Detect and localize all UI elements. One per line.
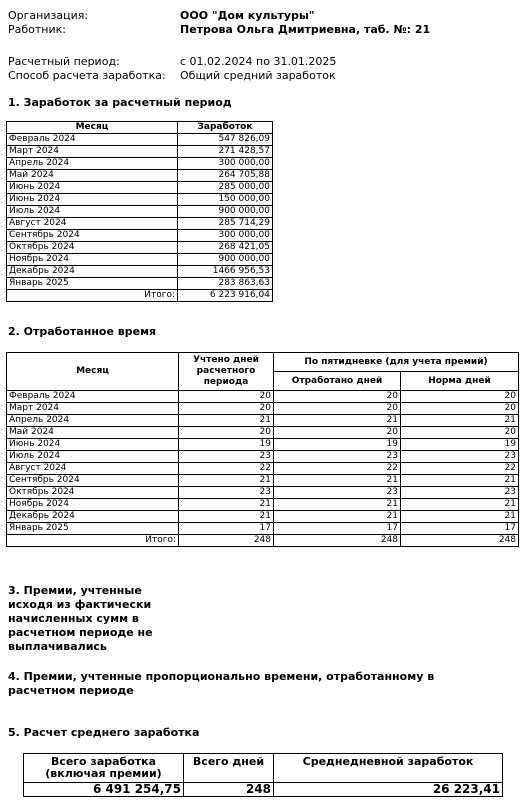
- table-row: [7, 403, 519, 415]
- table-row: [7, 523, 519, 535]
- earnings-col-month: Месяц: [7, 122, 178, 134]
- section4-title: [8, 670, 434, 698]
- earnings-amount: 264 705,88: [178, 170, 273, 182]
- worktime-month: Апрель 2024: [7, 415, 179, 427]
- average-earnings-table: [23, 753, 503, 797]
- table-row: [7, 146, 273, 158]
- method-label: Способ расчета заработка:: [8, 69, 166, 82]
- worktime-days: 21: [179, 475, 274, 487]
- table-row: [7, 511, 519, 523]
- period-label: Расчетный период:: [8, 55, 120, 68]
- table-row: [7, 230, 273, 242]
- worktime-worked: 17: [274, 523, 401, 535]
- average-col-days: Всего дней: [184, 754, 274, 783]
- worktime-norm: 23: [401, 451, 519, 463]
- worktime-col-norm: Норма дней: [401, 372, 519, 391]
- worktime-col-worked: Отработано дней: [274, 372, 401, 391]
- worktime-days: 23: [179, 451, 274, 463]
- worktime-norm: 23: [401, 487, 519, 499]
- earnings-header-row: [7, 122, 273, 134]
- section3-line2: исходя из фактически: [8, 598, 152, 611]
- table-row: [7, 158, 273, 170]
- employee-label: Работник:: [8, 23, 66, 36]
- section4-line2: расчетном периоде: [8, 684, 134, 697]
- worktime-norm: 20: [401, 391, 519, 403]
- section4-line1: 4. Премии, учтенные пропорционально времени, отработанному в: [8, 670, 435, 683]
- section5-title: 5. Расчет среднего заработка: [8, 726, 200, 739]
- worktime-worked: 21: [274, 499, 401, 511]
- earnings-table: [6, 121, 273, 302]
- worktime-days: 19: [179, 439, 274, 451]
- earnings-amount: 285 714,29: [178, 218, 273, 230]
- worktime-header-row-1: [7, 353, 519, 372]
- earnings-amount: 900 000,00: [178, 254, 273, 266]
- section3-line4: расчетном периоде не: [8, 626, 153, 639]
- worktime-worked: 21: [274, 415, 401, 427]
- earnings-col-amount: Заработок: [178, 122, 273, 134]
- worktime-worked: 20: [274, 391, 401, 403]
- earnings-month: Июнь 2024: [7, 182, 178, 194]
- earnings-total-value: 6 223 916,04: [178, 290, 273, 302]
- worktime-month: Август 2024: [7, 463, 179, 475]
- section2-title: 2. Отработанное время: [8, 325, 157, 338]
- section3-title: [8, 584, 153, 654]
- earnings-amount: 300 000,00: [178, 230, 273, 242]
- table-row: [7, 134, 273, 146]
- worktime-worked: 22: [274, 463, 401, 475]
- worktime-days: 20: [179, 403, 274, 415]
- earnings-amount: 285 000,00: [178, 182, 273, 194]
- section3-line3: начисленных сумм в: [8, 612, 139, 625]
- earnings-total-label: Итого:: [7, 290, 178, 302]
- earnings-month: Февраль 2024: [7, 134, 178, 146]
- worktime-norm: 22: [401, 463, 519, 475]
- average-total-value: 6 491 254,75: [24, 783, 184, 797]
- earnings-month: Июль 2024: [7, 206, 178, 218]
- worktime-worked: 21: [274, 511, 401, 523]
- worktime-norm: 19: [401, 439, 519, 451]
- earnings-month: Январь 2025: [7, 278, 178, 290]
- table-row: [7, 182, 273, 194]
- worktime-norm: 20: [401, 427, 519, 439]
- worktime-total-days: 248: [179, 535, 274, 547]
- worktime-month: Май 2024: [7, 427, 179, 439]
- org-row: [8, 9, 315, 22]
- earnings-month: Март 2024: [7, 146, 178, 158]
- table-row: [7, 475, 519, 487]
- table-row: [7, 427, 519, 439]
- average-days-value: 248: [184, 783, 274, 797]
- org-value: ООО "Дом культуры": [180, 9, 315, 22]
- worktime-month: Октябрь 2024: [7, 487, 179, 499]
- worktime-days: 20: [179, 427, 274, 439]
- worktime-month: Ноябрь 2024: [7, 499, 179, 511]
- worktime-days: 21: [179, 511, 274, 523]
- org-label: Организация:: [8, 9, 89, 22]
- worktime-month: Июнь 2024: [7, 439, 179, 451]
- worktime-days: 21: [179, 415, 274, 427]
- earnings-total-row: [7, 290, 273, 302]
- section1-title: 1. Заработок за расчетный период: [8, 96, 232, 109]
- worktime-days: 23: [179, 487, 274, 499]
- worktime-month: Июль 2024: [7, 451, 179, 463]
- worktime-total-norm: 248: [401, 535, 519, 547]
- worktime-month: Декабрь 2024: [7, 511, 179, 523]
- worktime-worked: 21: [274, 475, 401, 487]
- worktime-days: 21: [179, 499, 274, 511]
- table-row: [7, 463, 519, 475]
- earnings-month: Декабрь 2024: [7, 266, 178, 278]
- worktime-total-row: [7, 535, 519, 547]
- worktime-month: Сентябрь 2024: [7, 475, 179, 487]
- worktime-col-group: По пятидневке (для учета премий): [274, 353, 519, 372]
- worktime-norm: 21: [401, 475, 519, 487]
- average-col-total-line1: Всего заработка: [50, 755, 157, 768]
- worktime-month: Март 2024: [7, 403, 179, 415]
- table-row: [7, 194, 273, 206]
- table-row: [7, 254, 273, 266]
- employee-value: Петрова Ольга Дмитриевна, таб. №: 21: [180, 23, 431, 36]
- earnings-month: Июнь 2024: [7, 194, 178, 206]
- earnings-month: Октябрь 2024: [7, 242, 178, 254]
- worktime-col-days: Учтено дней расчетного периода: [179, 353, 274, 391]
- earnings-amount: 150 000,00: [178, 194, 273, 206]
- period-value: с 01.02.2024 по 31.01.2025: [180, 55, 337, 68]
- earnings-month: Ноябрь 2024: [7, 254, 178, 266]
- table-row: [7, 391, 519, 403]
- earnings-amount: 900 000,00: [178, 206, 273, 218]
- worktime-worked: 20: [274, 403, 401, 415]
- worktime-total-worked: 248: [274, 535, 401, 547]
- table-row: [7, 266, 273, 278]
- earnings-month: Август 2024: [7, 218, 178, 230]
- worktime-worked: 20: [274, 427, 401, 439]
- worktime-worked: 19: [274, 439, 401, 451]
- worktime-norm: 21: [401, 415, 519, 427]
- average-col-total-line2: (включая премии): [45, 767, 162, 780]
- worktime-days: 20: [179, 391, 274, 403]
- period-row: [8, 55, 336, 68]
- worktime-norm: 17: [401, 523, 519, 535]
- worktime-norm: 21: [401, 511, 519, 523]
- average-daily-value: 26 223,41: [274, 783, 503, 797]
- table-row: [7, 439, 519, 451]
- method-row: [8, 69, 336, 82]
- worktime-month: Февраль 2024: [7, 391, 179, 403]
- table-row: [7, 206, 273, 218]
- earnings-amount: 268 421,05: [178, 242, 273, 254]
- table-row: [7, 499, 519, 511]
- worktime-worked: 23: [274, 487, 401, 499]
- table-row: [7, 487, 519, 499]
- worktime-days: 22: [179, 463, 274, 475]
- earnings-month: Май 2024: [7, 170, 178, 182]
- average-col-total: [24, 754, 184, 783]
- earnings-amount: 271 428,57: [178, 146, 273, 158]
- worktime-total-label: Итого:: [7, 535, 179, 547]
- earnings-month: Апрель 2024: [7, 158, 178, 170]
- table-row: [7, 451, 519, 463]
- earnings-amount: 547 826,09: [178, 134, 273, 146]
- worktime-table: [6, 352, 519, 547]
- table-row: [7, 242, 273, 254]
- average-col-daily: Среднедневной заработок: [274, 754, 503, 783]
- worktime-norm: 21: [401, 499, 519, 511]
- earnings-amount: 283 863,63: [178, 278, 273, 290]
- table-row: [7, 218, 273, 230]
- employee-row: [8, 23, 430, 36]
- worktime-month: Январь 2025: [7, 523, 179, 535]
- worktime-worked: 23: [274, 451, 401, 463]
- table-row: [7, 170, 273, 182]
- section3-line5: выплачивались: [8, 640, 107, 653]
- earnings-month: Сентябрь 2024: [7, 230, 178, 242]
- average-header-row: [24, 754, 503, 783]
- table-row: [7, 415, 519, 427]
- worktime-col-month: Месяц: [7, 353, 179, 391]
- earnings-amount: 1466 956,53: [178, 266, 273, 278]
- earnings-amount: 300 000,00: [178, 158, 273, 170]
- table-row: [7, 278, 273, 290]
- average-value-row: [24, 783, 503, 797]
- method-value: Общий средний заработок: [180, 69, 336, 82]
- section3-line1: 3. Премии, учтенные: [8, 584, 142, 597]
- worktime-norm: 20: [401, 403, 519, 415]
- worktime-days: 17: [179, 523, 274, 535]
